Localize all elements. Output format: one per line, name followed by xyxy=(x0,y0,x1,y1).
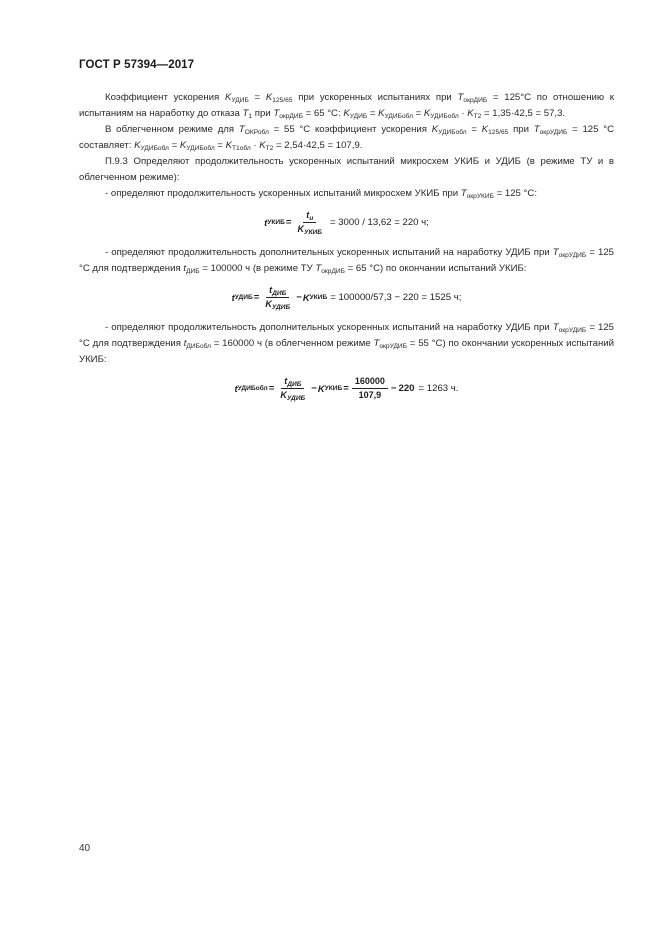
formula-udib: t УДИБ = $\frac{t_{ДИБ}}{K_{УДИБ}}$ − K УКИБ = 100000/57,3 − 220 = 1525 ч; xyxy=(231,285,462,311)
formula-ukib: t УКИБ = $\frac{t_и}{K_{УКИБ}}$ = 3000 / 13,62 = 220 ч; xyxy=(264,210,429,236)
fraction: $\frac{t_и}{K_{УКИБ}}$ xyxy=(297,210,322,236)
document-header: ГОСТ Р 57394—2017 xyxy=(79,59,195,71)
fraction-numeric: $\frac{160000}{107,9}$ xyxy=(352,376,388,401)
paragraph-udib-duration: - определяют продолжительность дополнительных ускоренных испытаний на наработку УДИБ при $T_{окрУДИБ} = 125$ °С для подтверждения $t_{ДИБ} = 100000$ ч (в режиме ТУ $T_{окрДИБ} = 65$ °С) по окончании испытаний УКИБ: xyxy=(79,247,614,275)
paragraph-ukib-duration: - определяют продолжительность ускоренных испытаний микросхем УКИБ при $T_{окрУКИБ} = 125$ °С: xyxy=(105,188,537,200)
page-number: 40 xyxy=(79,843,91,854)
fraction: $\frac{t_{ДИБ}}{K_{УДИБ}}$ xyxy=(265,285,291,311)
paragraph-lightweight-mode: В облегченном режиме для $T_{ОКРобл} = 55$ °С коэффициент ускорения $K_{УДИБобл} = K_{125/65}$ при $T_{окрУДИБ} = 125$ °С составляет: $K_{УДИБобл} = K_{УДИБобл} = K_{Т1обл} \cdot K_{T2} = 2,54\cdot 42,5 = 107,9$. xyxy=(79,124,615,152)
paragraph-acceleration-factor: Коэффициент ускорения $K_{УДИБ} = K_{125/65}$ при ускоренных испытаниях при $T_{окрДИБ} = 125^\circ С$ по отношению к испытаниям на наработку до отказа $T_1$ при $T_{окрДИБ} = 65$ °С: $K_{УДИБ} = K_{УДИБобл} = K_{УДИБобл} \cdot K_{T2} = 1,35\cdot 42,5 = 57,3$. xyxy=(79,92,614,120)
fraction: $\frac{t_{ДИБ}}{K_{УДИБ}}$ xyxy=(280,376,306,402)
document-body xyxy=(79,90,614,411)
paragraph-udib-lightweight-duration: - определяют продолжительность дополнительных ускоренных испытаний на наработку УДИБ при $T_{окрУДИБ} = 125$ °С для подтверждения $t_{ДИБобл} = 160000$ ч (в облегченном режиме $T_{окрУДИБ} = 55$ °С) по окончании ускоренных испытаний УКИБ: xyxy=(79,322,614,365)
paragraph-section-9-3: П.9.3 Определяют продолжительность ускоренных испытаний микросхем УКИБ и УДИБ (в режиме ТУ и в облегченном режиме): xyxy=(79,156,614,183)
formula-udib-lightweight: t УДИБобл = $\frac{t_{ДИБ}}{K_{УДИБ}}$ − K УКИБ = $\frac{160000}{107,9}$ − 220 = 1263 ч. xyxy=(234,376,459,402)
